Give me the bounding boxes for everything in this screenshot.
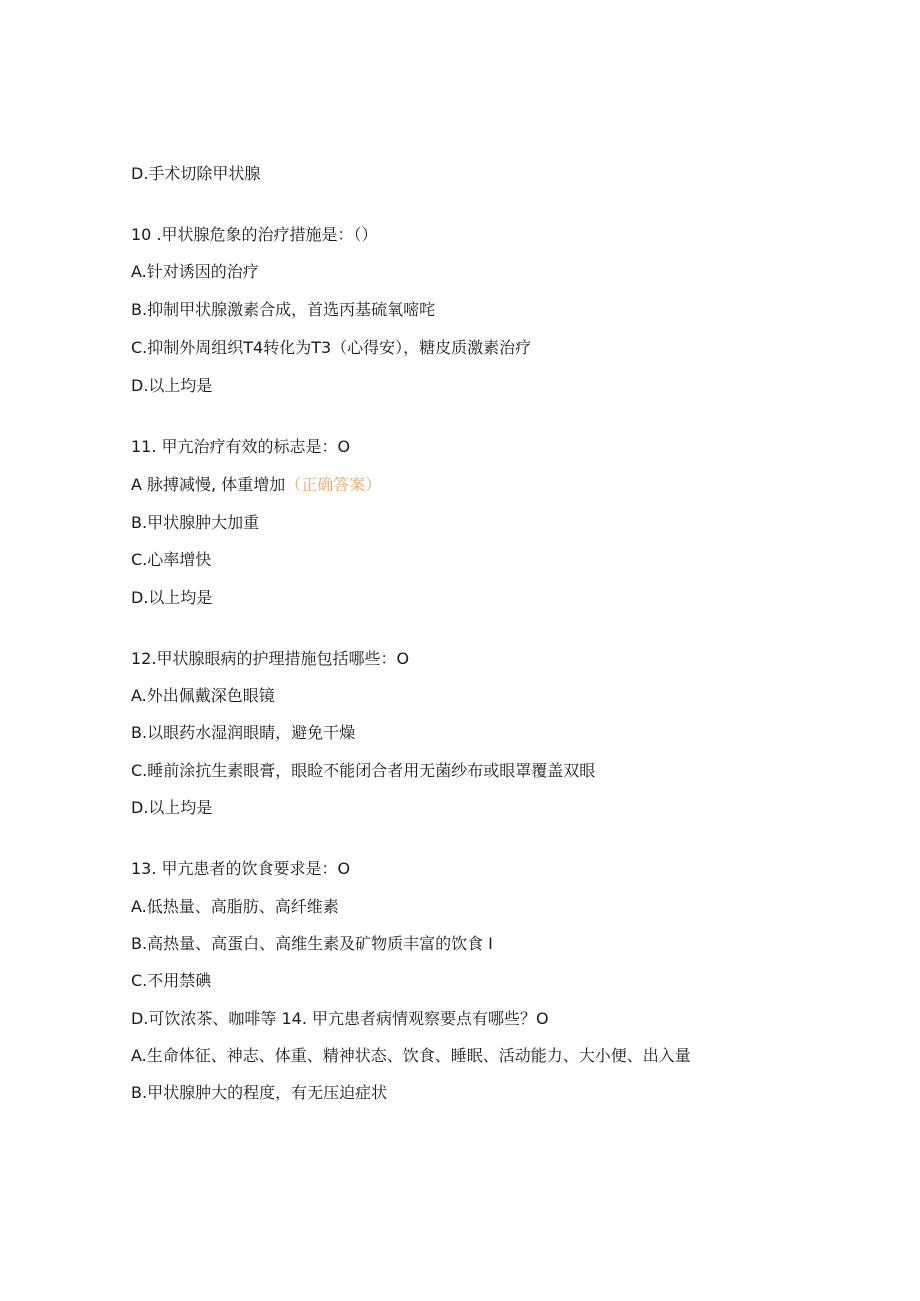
option-line: A.针对诱因的治疗	[131, 262, 259, 281]
correct-answer-tag: （正确答案）	[285, 475, 382, 494]
option-line: A.生命体征、神志、体重、精神状态、饮食、睡眠、活动能力、大小便、出入量	[131, 1046, 691, 1065]
option-line: A.外出佩戴深色眼镜	[131, 686, 275, 705]
question-line: 12.甲状腺眼病的护理措施包括哪些：O	[131, 649, 410, 668]
option-line: A.低热量、高脂肪、高纤维素	[131, 897, 339, 916]
option-line: B.抑制甲状腺激素合成，首选丙基硫氧嘧咤	[131, 300, 436, 319]
option-line: C.抑制外周组织T4转化为T3（心得安），糖皮质激素治疗	[131, 338, 532, 357]
question-line: 13. 甲亢患者的饮食要求是：O	[131, 859, 351, 878]
option-line: B.高热量、高蛋白、高维生素及矿物质丰富的饮食 I	[131, 934, 493, 953]
option-line: B.以眼药水湿润眼睛，避免干燥	[131, 723, 356, 742]
option-text: A 脉搏减慢, 体重增加	[131, 475, 286, 494]
option-line: C.心率增快	[131, 550, 212, 569]
question-line: 11. 甲亢治疗有效的标志是：O	[131, 437, 351, 456]
option-line: D.以上均是	[131, 798, 213, 817]
option-line: D.手术切除甲状腺	[131, 164, 261, 183]
option-line: D.以上均是	[131, 376, 213, 395]
option-line: C.睡前涂抗生素眼膏，眼睑不能闭合者用无菌纱布或眼罩覆盖双眼	[131, 761, 596, 780]
question-line: 10 .甲状腺危象的治疗措施是：（）	[131, 225, 378, 244]
option-line: B.甲状腺肿大加重	[131, 513, 260, 532]
option-line: B.甲状腺肿大的程度，有无压迫症状	[131, 1083, 388, 1102]
option-line: D.以上均是	[131, 588, 213, 607]
option-line: D.可饮浓茶、咖啡等 14. 甲亢患者病情观察要点有哪些？O	[131, 1009, 549, 1028]
option-line: C.不用禁碘	[131, 971, 212, 990]
option-line-with-answer	[131, 475, 381, 495]
